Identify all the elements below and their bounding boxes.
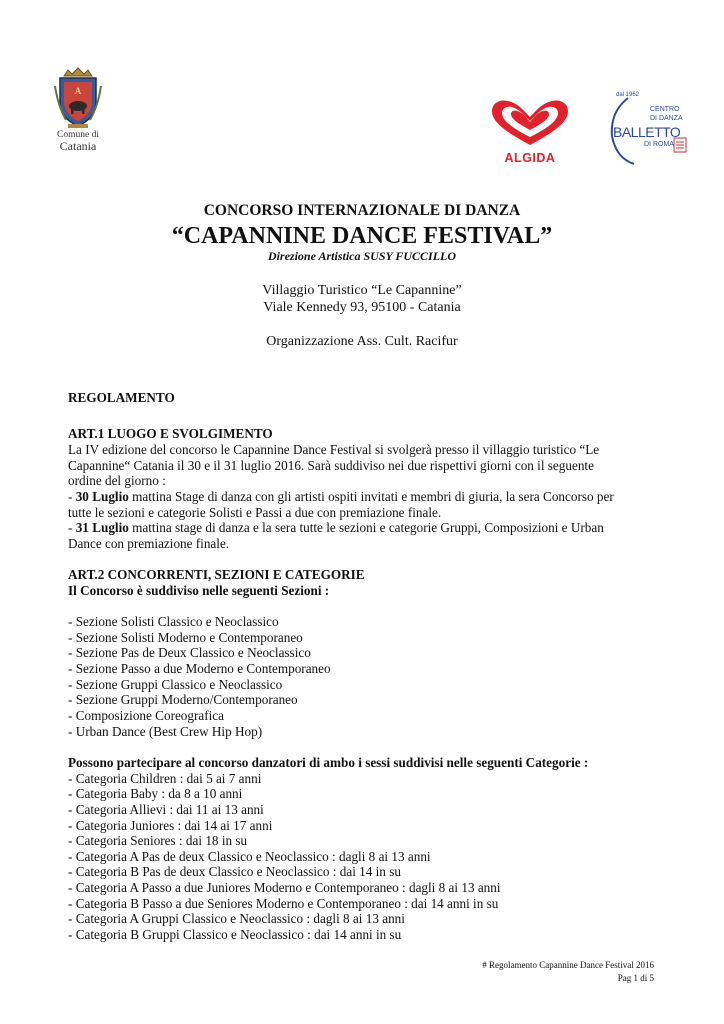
venue-line-1: Villaggio Turistico “Le Capannine” bbox=[262, 283, 462, 298]
art1-paragraph-line: ordine del giorno : bbox=[68, 473, 166, 488]
categoria-item: - Categoria A Gruppi Classico e Neoclassico : dagli 8 ai 13 anni bbox=[68, 911, 405, 926]
comune-text-2: Catania bbox=[59, 139, 97, 153]
footer-page-number: Pag 1 di 5 bbox=[617, 973, 654, 983]
art2-heading: ART.2 CONCORRENTI, SEZIONI E CATEGORIE bbox=[68, 567, 365, 582]
day-2-text: mattina stage di danza e la sera tutte le sezioni e categorie Gruppi, Composizioni e Urban bbox=[128, 520, 604, 535]
sezione-item: - Sezione Solisti Moderno e Contemporaneo bbox=[68, 630, 303, 645]
categoria-item: - Categoria A Passo a due Juniores Moderno e Contemporaneo : dagli 8 ai 13 anni bbox=[68, 880, 501, 895]
balletto-centro: CENTRO bbox=[650, 106, 680, 113]
regolamento-heading: REGOLAMENTO bbox=[68, 390, 175, 405]
comune-text-1: Comune di bbox=[57, 130, 99, 140]
categoria-item: - Categoria Seniores : dai 18 in su bbox=[68, 833, 248, 848]
sezione-item: - Urban Dance (Best Crew Hip Hop) bbox=[68, 724, 263, 739]
art1-day-2-cont: Dance con premiazione finale. bbox=[68, 536, 230, 551]
title-line-1: CONCORSO INTERNAZIONALE DI DANZA bbox=[203, 202, 521, 219]
sezione-item: - Sezione Passo a due Moderno e Contemporaneo bbox=[68, 661, 331, 676]
art2-subheading: Il Concorso è suddiviso nelle seguenti Sezioni : bbox=[68, 583, 330, 598]
day-1-prefix: - bbox=[68, 489, 76, 504]
algida-wordmark: ALGIDA bbox=[504, 151, 556, 165]
algida-logo bbox=[488, 99, 572, 165]
categorie-heading: Possono partecipare al concorso danzatori di ambo i sessi suddivisi nelle seguenti Categorie : bbox=[68, 755, 589, 770]
art1-heading: ART.1 LUOGO E SVOLGIMENTO bbox=[68, 426, 273, 441]
balletto-di-roma-logo bbox=[606, 92, 692, 168]
art1-paragraph-line: Capannine“ Catania il 30 e il 31 luglio 2016. Sarà suddiviso nei due rispettivi giorni con il seguente bbox=[68, 458, 594, 473]
categoria-item: - Categoria B Gruppi Classico e Neoclassico : dai 14 anni in su bbox=[68, 927, 402, 942]
sezione-item: - Sezione Solisti Classico e Neoclassico bbox=[68, 614, 279, 629]
sezione-item: - Composizione Coreografica bbox=[68, 708, 225, 723]
sezione-item: - Sezione Pas de Deux Classico e Neoclassico bbox=[68, 645, 311, 660]
art1-day-1 bbox=[68, 489, 614, 505]
sezione-item: - Sezione Gruppi Moderno/Contemporaneo bbox=[68, 692, 298, 707]
venue-line-2: Viale Kennedy 93, 95100 - Catania bbox=[263, 300, 461, 315]
categoria-item: - Categoria Juniores : dai 14 ai 17 anni bbox=[68, 818, 273, 833]
footer-document-name: # Regolamento Capannine Dance Festival 2016 bbox=[482, 960, 654, 970]
categoria-item: - Categoria Baby : da 8 a 10 anni bbox=[68, 786, 243, 801]
balletto-wordmark: BALLETTO bbox=[613, 124, 681, 140]
artistic-director: Direzione Artistica SUSY FUCCILLO bbox=[267, 249, 457, 263]
organizer-line: Organizzazione Ass. Cult. Racifur bbox=[266, 334, 458, 349]
balletto-roma: DI ROMA bbox=[644, 141, 674, 148]
day-2-date: 31 Luglio bbox=[75, 520, 129, 535]
sezione-item: - Sezione Gruppi Classico e Neoclassico bbox=[68, 677, 283, 692]
categoria-item: - Categoria A Pas de deux Classico e Neoclassico : dagli 8 ai 13 anni bbox=[68, 849, 431, 864]
balletto-di-danza: DI DANZA bbox=[650, 115, 683, 122]
festival-title: “CAPANNINE DANCE FESTIVAL” bbox=[171, 223, 553, 249]
art1-day-1-cont: tutte le sezioni e categorie Solisti e Passi a due con premiazione finale. bbox=[68, 505, 442, 520]
balletto-since: dal 1962 bbox=[616, 92, 640, 98]
catania-coat-of-arms-icon bbox=[52, 66, 104, 130]
svg-text:A: A bbox=[74, 86, 82, 96]
art1-day-2 bbox=[68, 520, 604, 536]
categoria-item: - Categoria B Passo a due Seniores Moderno e Contemporaneo : dai 14 anni in su bbox=[68, 896, 499, 911]
day-1-date: 30 Luglio bbox=[75, 489, 129, 504]
categoria-item: - Categoria Children : dai 5 ai 7 anni bbox=[68, 771, 262, 786]
day-2-prefix: - bbox=[68, 520, 76, 535]
categoria-item: - Categoria Allievi : dai 11 ai 13 anni bbox=[68, 802, 264, 817]
comune-di-catania-logo bbox=[52, 66, 104, 152]
art1-paragraph-line: La IV edizione del concorso le Capannine Dance Festival si svolgerà presso il villaggio turistico “Le bbox=[68, 442, 600, 457]
day-1-text: mattina Stage di danza con gli artisti ospiti invitati e membri di giuria, la sera Concorso per bbox=[128, 489, 614, 504]
categoria-item: - Categoria B Pas de deux Classico e Neoclassico : dai 14 in su bbox=[68, 864, 401, 879]
algida-heart-icon bbox=[488, 99, 572, 149]
